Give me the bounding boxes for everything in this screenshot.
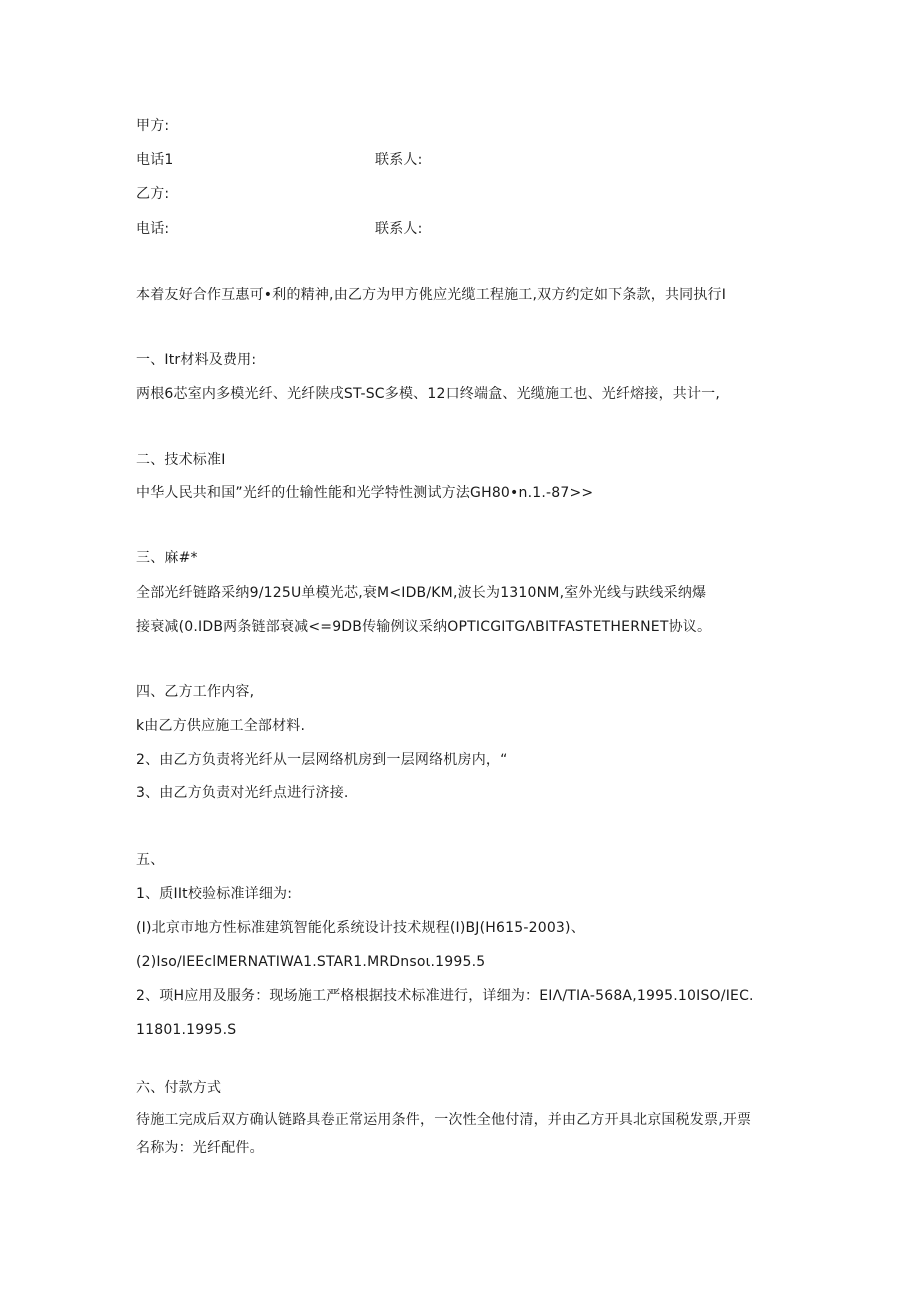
section-1-body: 两根6芯室内多模光纤、光纤陕戌ST-SC多模、12口终端盒、光缆施工也、光纤熔接，共计一, — [136, 386, 721, 402]
section-3-title: 三、麻#* — [136, 550, 198, 566]
section-5-item-3: (2)Iso/IEEclMERNATIWA1.STAR1.MRDnsoι.1995.5 — [136, 954, 486, 970]
party-a-contact: 联系人: — [375, 152, 423, 168]
party-b-label: 乙方: — [136, 186, 170, 202]
party-b-phone: 电话: — [136, 221, 170, 237]
section-4-item-2: 2、由乙方负责将光纤从一层网络机房到一层网络机房内，“ — [136, 752, 508, 768]
section-6-body-line-1: 待施工完成后双方确认链路具卷正常运用条件，一次性全他付清，并由乙方开具北京国税发票,开票 — [136, 1112, 752, 1128]
section-4-item-1: k由乙方供应施工全部材料. — [136, 718, 306, 734]
intro-paragraph: 本着友好合作互惠可•利的精神,由乙方为甲方佻应光缆工程施工,双方约定如下条款，共同执行I — [136, 287, 727, 303]
section-5-item-2: (I)北京市地方性标准建筑智能化系统设计技术规程(I)BJ(H615-2003)、 — [136, 920, 585, 936]
party-a-phone: 电话1 — [136, 152, 174, 168]
section-3-body-line-1: 全部光纤链路采纳9/125U单模光芯,衰M<IDB/KM,波长为1310NM,室外光线与趺线采纳爆 — [136, 585, 707, 601]
party-a-label: 甲方: — [136, 118, 170, 134]
section-5-title: 五、 — [136, 852, 165, 868]
section-4-item-3: 3、由乙方负责对光纤点进行济接. — [136, 785, 349, 801]
section-2-title: 二、技术标准I — [136, 452, 226, 468]
section-3-body-line-2: 接衰减(0.IDB两条链部衰减<=9DB传输例议采纳OPTICGITGΛBITFASTETHERNET协议。 — [136, 619, 712, 635]
section-4-title: 四、乙方工作内容, — [136, 684, 255, 700]
section-2-body: 中华人民共和国”光纤的仕输性能和光学特性测试方法GH80•n.1.-87>> — [136, 485, 594, 501]
section-6-title: 六、付款方式 — [136, 1080, 222, 1096]
section-5-item-5: 11801.1995.S — [136, 1022, 237, 1038]
section-1-title: 一、Itr材料及费用: — [136, 352, 257, 368]
party-b-contact: 联系人: — [375, 221, 423, 237]
section-5-item-4: 2、项H应用及服务：现场施工严格根据技术标准进行，详细为：EIΛ/TIA-568A,1995.10ISO/IEC. — [136, 988, 754, 1004]
section-6-body-line-2: 名称为：光纤配件。 — [136, 1140, 264, 1156]
section-5-item-1: 1、质IIt校验标准详细为: — [136, 886, 293, 902]
